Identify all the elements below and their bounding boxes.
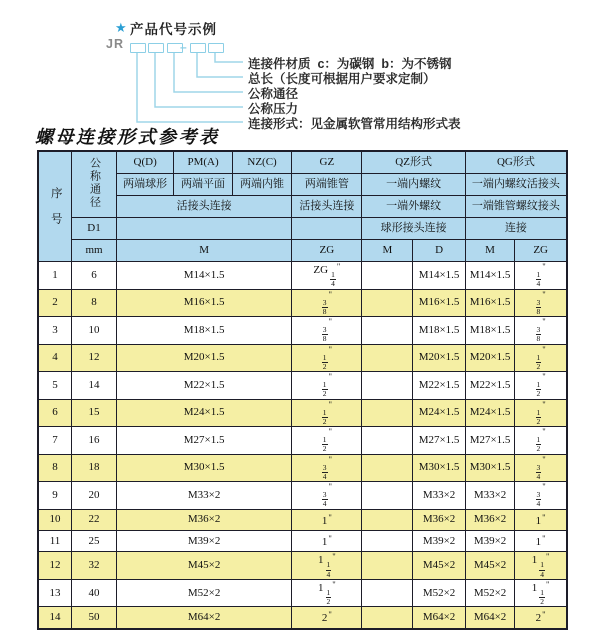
cell-qg-m: M18×1.5 xyxy=(465,317,515,345)
table-row xyxy=(38,372,567,400)
cell-qg-m: M30×1.5 xyxy=(465,454,515,482)
table-row xyxy=(38,579,567,607)
cell-qg-m: M14×1.5 xyxy=(465,262,515,290)
cell-qz-d: M22×1.5 xyxy=(413,372,465,400)
cell-qz-d: M27×1.5 xyxy=(413,427,465,455)
cell-qg-zg: 2" xyxy=(515,607,567,629)
cell-seq: 11 xyxy=(38,530,72,551)
table-row xyxy=(38,607,567,629)
cell-m: M33×2 xyxy=(117,482,292,510)
cell-seq: 8 xyxy=(38,454,72,482)
cell-m: M18×1.5 xyxy=(117,317,292,345)
table-row xyxy=(38,317,567,345)
cell-dn: 50 xyxy=(72,607,117,629)
cell-qz-d: M14×1.5 xyxy=(413,262,465,290)
cell-qz-d: M64×2 xyxy=(413,607,465,629)
cell-qg-zg: $\frac{1}{2}$ " xyxy=(515,344,567,372)
cell-dn: 22 xyxy=(72,509,117,530)
cell-qz-d: M36×2 xyxy=(413,509,465,530)
cell-qz-d: M18×1.5 xyxy=(413,317,465,345)
cell-qg-zg: 1 $\frac{1}{2}$ " xyxy=(515,579,567,607)
cell-zg: 2" xyxy=(292,607,362,629)
cell-zg: $\frac{1}{2}$ " xyxy=(292,427,362,455)
cell-qz-m xyxy=(362,530,413,551)
cell-qg-m: M52×2 xyxy=(465,579,515,607)
cell-dn: 14 xyxy=(72,372,117,400)
reference-table xyxy=(37,150,568,630)
table-row xyxy=(38,262,567,290)
cell-qz-m xyxy=(362,552,413,580)
header-unit-m: M xyxy=(117,240,292,262)
cell-dn: 32 xyxy=(72,552,117,580)
cell-qg-m: M39×2 xyxy=(465,530,515,551)
cell-qg-zg: $\frac{1}{4}$ " xyxy=(515,262,567,290)
table-row xyxy=(38,530,567,551)
code-label-pressure: 公称压力 xyxy=(248,102,299,116)
header-desc-nz: 两端内锥 xyxy=(232,174,291,196)
cell-qz-d: M45×2 xyxy=(413,552,465,580)
cell-qz-m xyxy=(362,289,413,317)
cell-m: M27×1.5 xyxy=(117,427,292,455)
cell-qz-m xyxy=(362,607,413,629)
table-row xyxy=(38,344,567,372)
header-desc-qz: 一端内螺纹 xyxy=(362,174,465,196)
header-desc-q: 两端球形 xyxy=(117,174,174,196)
header-desc-qg: 一端内螺纹活接头 xyxy=(465,174,567,196)
header-group-q: Q(D) xyxy=(117,151,174,174)
product-code-prefix: JR xyxy=(106,37,124,51)
header-group-pm: PM(A) xyxy=(174,151,233,174)
cell-seq: 9 xyxy=(38,482,72,510)
cell-dn: 40 xyxy=(72,579,117,607)
cell-seq: 10 xyxy=(38,509,72,530)
cell-m: M45×2 xyxy=(117,552,292,580)
header-conn-gz: 活接头连接 xyxy=(292,196,362,218)
cell-seq: 14 xyxy=(38,607,72,629)
header-empty-gz xyxy=(292,218,362,240)
star-icon: ★ xyxy=(115,20,127,35)
header-unit-zg: ZG xyxy=(292,240,362,262)
cell-qz-m xyxy=(362,482,413,510)
code-label-diameter: 公称通径 xyxy=(248,87,299,101)
cell-dn: 10 xyxy=(72,317,117,345)
cell-dn: 20 xyxy=(72,482,117,510)
header-sub-qz: 球形接头连接 xyxy=(362,218,465,240)
cell-seq: 2 xyxy=(38,289,72,317)
cell-qg-m: M22×1.5 xyxy=(465,372,515,400)
cell-dn: 6 xyxy=(72,262,117,290)
cell-qg-zg: $\frac{1}{2}$ " xyxy=(515,399,567,427)
cell-seq: 5 xyxy=(38,372,72,400)
cell-dn: 18 xyxy=(72,454,117,482)
header-sub-qg: 连接 xyxy=(465,218,567,240)
header-desc-pm: 两端平面 xyxy=(174,174,233,196)
cell-zg: $\frac{3}{8}$ " xyxy=(292,317,362,345)
cell-qg-zg: 1" xyxy=(515,530,567,551)
cell-qg-zg: $\frac{3}{4}$ " xyxy=(515,454,567,482)
cell-seq: 12 xyxy=(38,552,72,580)
cell-seq: 4 xyxy=(38,344,72,372)
cell-qz-m xyxy=(362,317,413,345)
cell-m: M30×1.5 xyxy=(117,454,292,482)
code-box-1 xyxy=(130,43,146,53)
cell-seq: 1 xyxy=(38,262,72,290)
code-dash: – xyxy=(180,40,187,54)
header-group-nz: NZ(C) xyxy=(232,151,291,174)
cell-qz-m xyxy=(362,344,413,372)
cell-qz-d: M20×1.5 xyxy=(413,344,465,372)
table-title: 螺母连接形式参考表 xyxy=(35,127,220,148)
cell-seq: 3 xyxy=(38,317,72,345)
cell-qz-d: M39×2 xyxy=(413,530,465,551)
cell-qz-d: M33×2 xyxy=(413,482,465,510)
cell-zg: $\frac{1}{2}$ " xyxy=(292,372,362,400)
cell-qz-m xyxy=(362,427,413,455)
header-seq: 序号 xyxy=(38,151,72,262)
cell-qg-zg: $\frac{3}{4}$ " xyxy=(515,482,567,510)
code-box-2 xyxy=(148,43,164,53)
cell-m: M16×1.5 xyxy=(117,289,292,317)
cell-qz-m xyxy=(362,262,413,290)
header-unit-qg-m: M xyxy=(465,240,515,262)
cell-qg-zg: $\frac{1}{2}$ " xyxy=(515,372,567,400)
header-group-qg: QG形式 xyxy=(465,151,567,174)
cell-seq: 13 xyxy=(38,579,72,607)
header-group-qz: QZ形式 xyxy=(362,151,465,174)
table-row xyxy=(38,289,567,317)
cell-zg: $\frac{3}{4}$ " xyxy=(292,454,362,482)
cell-seq: 7 xyxy=(38,427,72,455)
cell-m: M36×2 xyxy=(117,509,292,530)
header-d1: D1 xyxy=(72,218,117,240)
cell-m: M22×1.5 xyxy=(117,372,292,400)
cell-zg: 1" xyxy=(292,530,362,551)
cell-qz-m xyxy=(362,399,413,427)
cell-seq: 6 xyxy=(38,399,72,427)
cell-zg: 1 $\frac{1}{2}$ " xyxy=(292,579,362,607)
cell-zg: $\frac{3}{8}$ " xyxy=(292,289,362,317)
cell-qg-m: M20×1.5 xyxy=(465,344,515,372)
header-conn-union: 活接头连接 xyxy=(117,196,292,218)
cell-m: M52×2 xyxy=(117,579,292,607)
cell-qz-m xyxy=(362,509,413,530)
header-conn-qg: 一端锥管螺纹接头 xyxy=(465,196,567,218)
code-label-length: 总长（长度可根据用户要求定制） xyxy=(248,72,436,86)
cell-zg: $\frac{3}{4}$ " xyxy=(292,482,362,510)
header-mm: mm xyxy=(72,240,117,262)
cell-zg: ZG $\frac{1}{4}$ " xyxy=(292,262,362,290)
cell-qg-m: M64×2 xyxy=(465,607,515,629)
cell-qg-m: M45×2 xyxy=(465,552,515,580)
cell-zg: $\frac{1}{2}$ " xyxy=(292,344,362,372)
table-row xyxy=(38,552,567,580)
cell-qg-zg: $\frac{3}{8}$ " xyxy=(515,317,567,345)
cell-qz-m xyxy=(362,579,413,607)
code-label-connection: 连接形式：见金属软管常用结构形式表 xyxy=(248,117,461,131)
cell-qg-zg: 1 $\frac{1}{4}$ " xyxy=(515,552,567,580)
cell-qg-m: M33×2 xyxy=(465,482,515,510)
cell-qz-d: M30×1.5 xyxy=(413,454,465,482)
cell-qg-zg: $\frac{3}{8}$ " xyxy=(515,289,567,317)
header-dn: 公称通径 xyxy=(72,151,117,218)
header-empty-left xyxy=(117,218,292,240)
cell-qg-m: M24×1.5 xyxy=(465,399,515,427)
cell-m: M64×2 xyxy=(117,607,292,629)
code-label-material: 连接件材质 c：为碳钢 b：为不锈钢 xyxy=(248,57,452,71)
cell-qz-m xyxy=(362,454,413,482)
cell-zg: 1" xyxy=(292,509,362,530)
cell-zg: 1 $\frac{1}{4}$ " xyxy=(292,552,362,580)
table-row xyxy=(38,399,567,427)
cell-dn: 16 xyxy=(72,427,117,455)
cell-zg: $\frac{1}{2}$ " xyxy=(292,399,362,427)
cell-qg-m: M36×2 xyxy=(465,509,515,530)
cell-qg-zg: 1" xyxy=(515,509,567,530)
table-row xyxy=(38,427,567,455)
cell-dn: 8 xyxy=(72,289,117,317)
table-row xyxy=(38,482,567,510)
code-box-4 xyxy=(190,43,206,53)
product-code-title: 产品代号示例 xyxy=(130,22,217,37)
table-row xyxy=(38,509,567,530)
cell-m: M14×1.5 xyxy=(117,262,292,290)
header-group-gz: GZ xyxy=(292,151,362,174)
cell-qg-m: M16×1.5 xyxy=(465,289,515,317)
cell-qg-zg: $\frac{1}{2}$ " xyxy=(515,427,567,455)
header-conn-qz: 一端外螺纹 xyxy=(362,196,465,218)
cell-qz-m xyxy=(362,372,413,400)
table-row xyxy=(38,454,567,482)
header-desc-gz: 两端锥管 xyxy=(292,174,362,196)
cell-m: M24×1.5 xyxy=(117,399,292,427)
cell-m: M39×2 xyxy=(117,530,292,551)
cell-dn: 25 xyxy=(72,530,117,551)
header-unit-qz-m: M xyxy=(362,240,413,262)
cell-qz-d: M24×1.5 xyxy=(413,399,465,427)
cell-qz-d: M52×2 xyxy=(413,579,465,607)
cell-dn: 15 xyxy=(72,399,117,427)
cell-qz-d: M16×1.5 xyxy=(413,289,465,317)
header-unit-qz-d: D xyxy=(413,240,465,262)
code-box-5 xyxy=(208,43,224,53)
header-unit-qg-zg: ZG xyxy=(515,240,567,262)
cell-m: M20×1.5 xyxy=(117,344,292,372)
cell-dn: 12 xyxy=(72,344,117,372)
cell-qg-m: M27×1.5 xyxy=(465,427,515,455)
